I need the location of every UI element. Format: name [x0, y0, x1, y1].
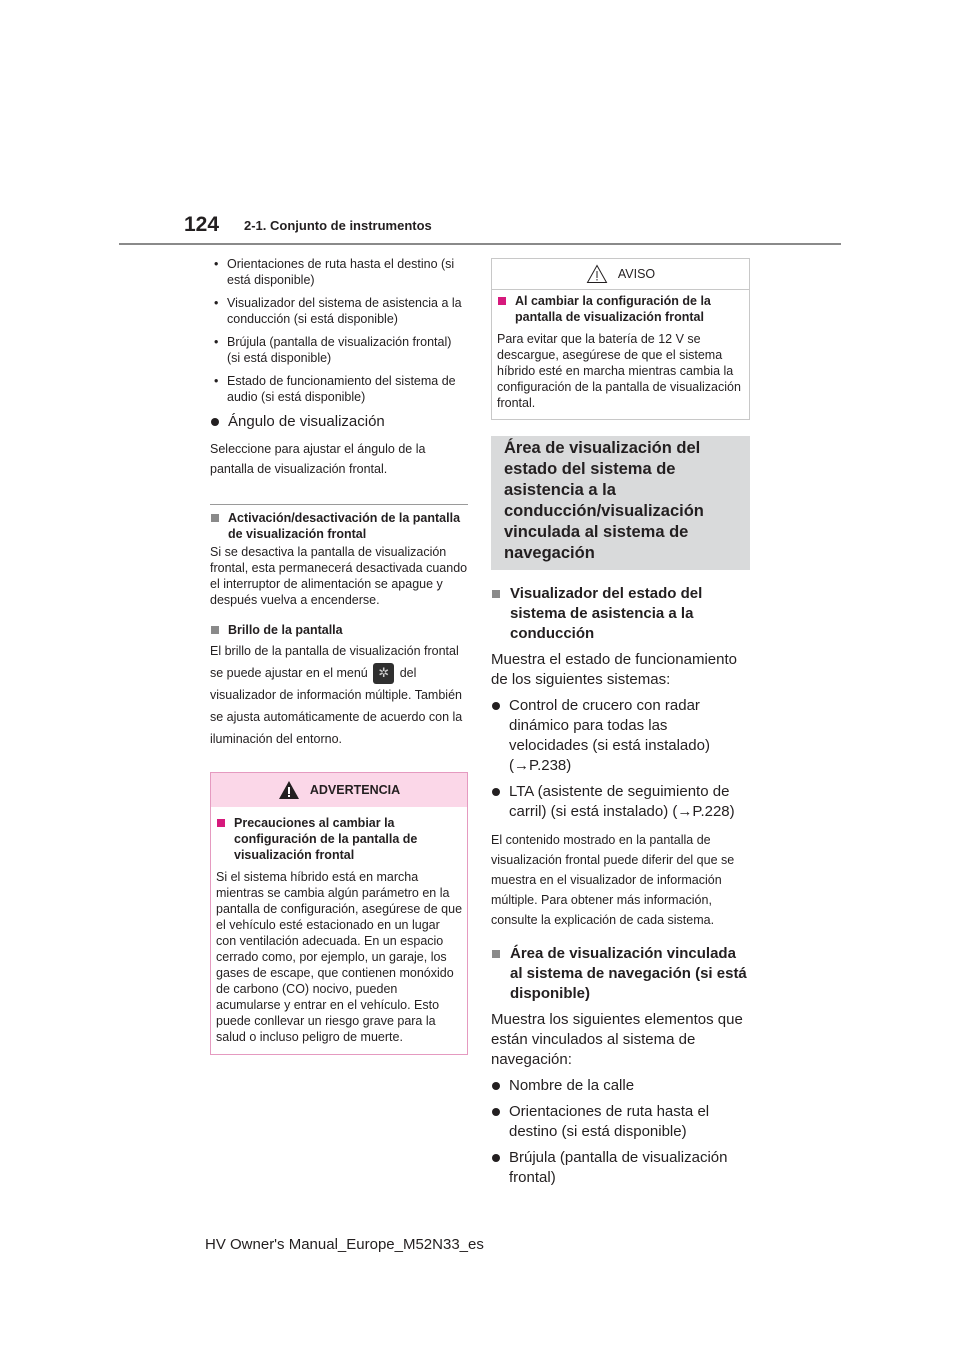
square-bullet-icon	[211, 626, 219, 634]
caution-heading-text: Al cambiar la configuración de la pantalla de visualización frontal	[515, 294, 711, 324]
warning-title: ADVERTENCIA	[309, 783, 401, 798]
warning-heading-text: Precauciones al cambiar la configuración de la pantalla de visualización frontal	[234, 816, 418, 863]
caution-title: AVISO	[617, 267, 656, 281]
warning-header	[211, 773, 467, 807]
page-number: 124	[184, 213, 220, 236]
left-column	[210, 256, 468, 1055]
list-item: Orientaciones de ruta hasta el destino (si está disponible)	[491, 1102, 750, 1142]
driving-assist-note: El contenido mostrado en la pantalla de visualización frontal puede diferir del que se muestra en el visualizador de información múltiple. Para obtener más información, consulte la explicación de cada sistema.	[491, 833, 735, 927]
brightness-text-part2: del visualizador de información múltiple. También se ajusta automáticamente de acuerdo con la iluminación del entorno.	[210, 666, 463, 747]
square-bullet-icon	[492, 590, 500, 598]
activation-heading-text: Activación/desactivación de la pantalla de visualización frontal	[228, 511, 461, 541]
caution-triangle-icon	[586, 264, 608, 284]
section-divider	[210, 504, 468, 505]
brightness-text	[210, 640, 468, 750]
driving-assist-heading-text: Visualizador del estado del sistema de asistencia a la conducción	[510, 585, 703, 642]
header-divider	[119, 243, 841, 245]
driving-assist-heading	[491, 584, 750, 644]
warning-box	[210, 772, 468, 1055]
section-heading: Área de visualización del estado del sistema de asistencia a la conducción/visualización vinculada al sistema de navegación	[491, 436, 750, 570]
angle-text: Seleccione para ajustar el ángulo de la pantalla de visualización frontal.	[210, 442, 426, 476]
brightness-heading	[210, 622, 468, 638]
list-item: • Visualizador del sistema de asistencia a la conducción (si está disponible)	[210, 295, 468, 327]
square-bullet-icon	[211, 514, 219, 522]
list-item: Control de crucero con radar dinámico para todas las velocidades (si está instalado) (→P.238)	[491, 696, 750, 776]
navigation-heading	[491, 944, 750, 1004]
list-item: • Brújula (pantalla de visualización frontal) (si está disponible)	[210, 334, 468, 366]
footer-text: HV Owner's Manual_Europe_M52N33_es	[205, 1236, 484, 1253]
activation-heading	[210, 510, 468, 542]
square-bullet-icon	[498, 297, 506, 305]
warning-triangle-icon	[278, 780, 300, 800]
gear-icon: ✲	[373, 663, 394, 684]
list-item: Nombre de la calle	[491, 1076, 750, 1096]
caution-box	[491, 258, 750, 420]
activation-text: Si se desactiva la pantalla de visualización frontal, esta permanecerá desactivada cuando el interruptor de alimentación se apague y después vuelva a encenderse.	[210, 545, 468, 607]
list-item: Brújula (pantalla de visualización frontal)	[491, 1148, 750, 1188]
caution-body	[492, 290, 749, 419]
brightness-heading-text: Brillo de la pantalla	[228, 623, 343, 637]
warning-text: Si el sistema híbrido está en marcha mientras se cambia algún parámetro en la pantalla de configuración, asegúrese de que el vehículo esté estacionado en un lugar con ventilación adecuada. En un espacio cerrado como, por ejemplo, un garaje, los gases de escape, que contienen monóxido de carbono (CO) nocivo, pueden acumularse y entrar en el vehículo. Esto puede conllevar un riesgo grave para la salud o incluso peligro de muerte.	[216, 870, 463, 1045]
list-item: • Estado de funcionamiento del sistema de audio (si está disponible)	[210, 373, 468, 405]
display-items-list	[210, 256, 468, 405]
right-column	[491, 258, 750, 1188]
navigation-heading-text: Área de visualización vinculada al sistema de navegación (si está disponible)	[510, 945, 747, 1002]
warning-body	[211, 807, 467, 1054]
warning-heading	[216, 815, 463, 863]
angle-heading: Ángulo de visualización	[210, 412, 468, 432]
section-title: 2-1. Conjunto de instrumentos	[244, 218, 432, 233]
brightness-text-part1: El brillo de la pantalla de visualización frontal se puede ajustar en el menú	[210, 644, 459, 680]
square-bullet-icon	[217, 819, 225, 827]
caution-heading	[497, 293, 745, 325]
navigation-text: Muestra los siguientes elementos que están vinculados al sistema de navegación:	[491, 1011, 743, 1068]
driving-assist-text: Muestra el estado de funcionamiento de los siguientes sistemas:	[491, 651, 737, 688]
caution-text: Para evitar que la batería de 12 V se descargue, asegúrese de que el sistema híbrido esté en marcha mientras cambia la configuración de la pantalla de visualización frontal.	[497, 332, 741, 410]
list-item: • Orientaciones de ruta hasta el destino (si está disponible)	[210, 256, 468, 288]
caution-header	[492, 259, 749, 290]
square-bullet-icon	[492, 950, 500, 958]
list-item: LTA (asistente de seguimiento de carril) (si está instalado) (→P.228)	[491, 782, 750, 822]
